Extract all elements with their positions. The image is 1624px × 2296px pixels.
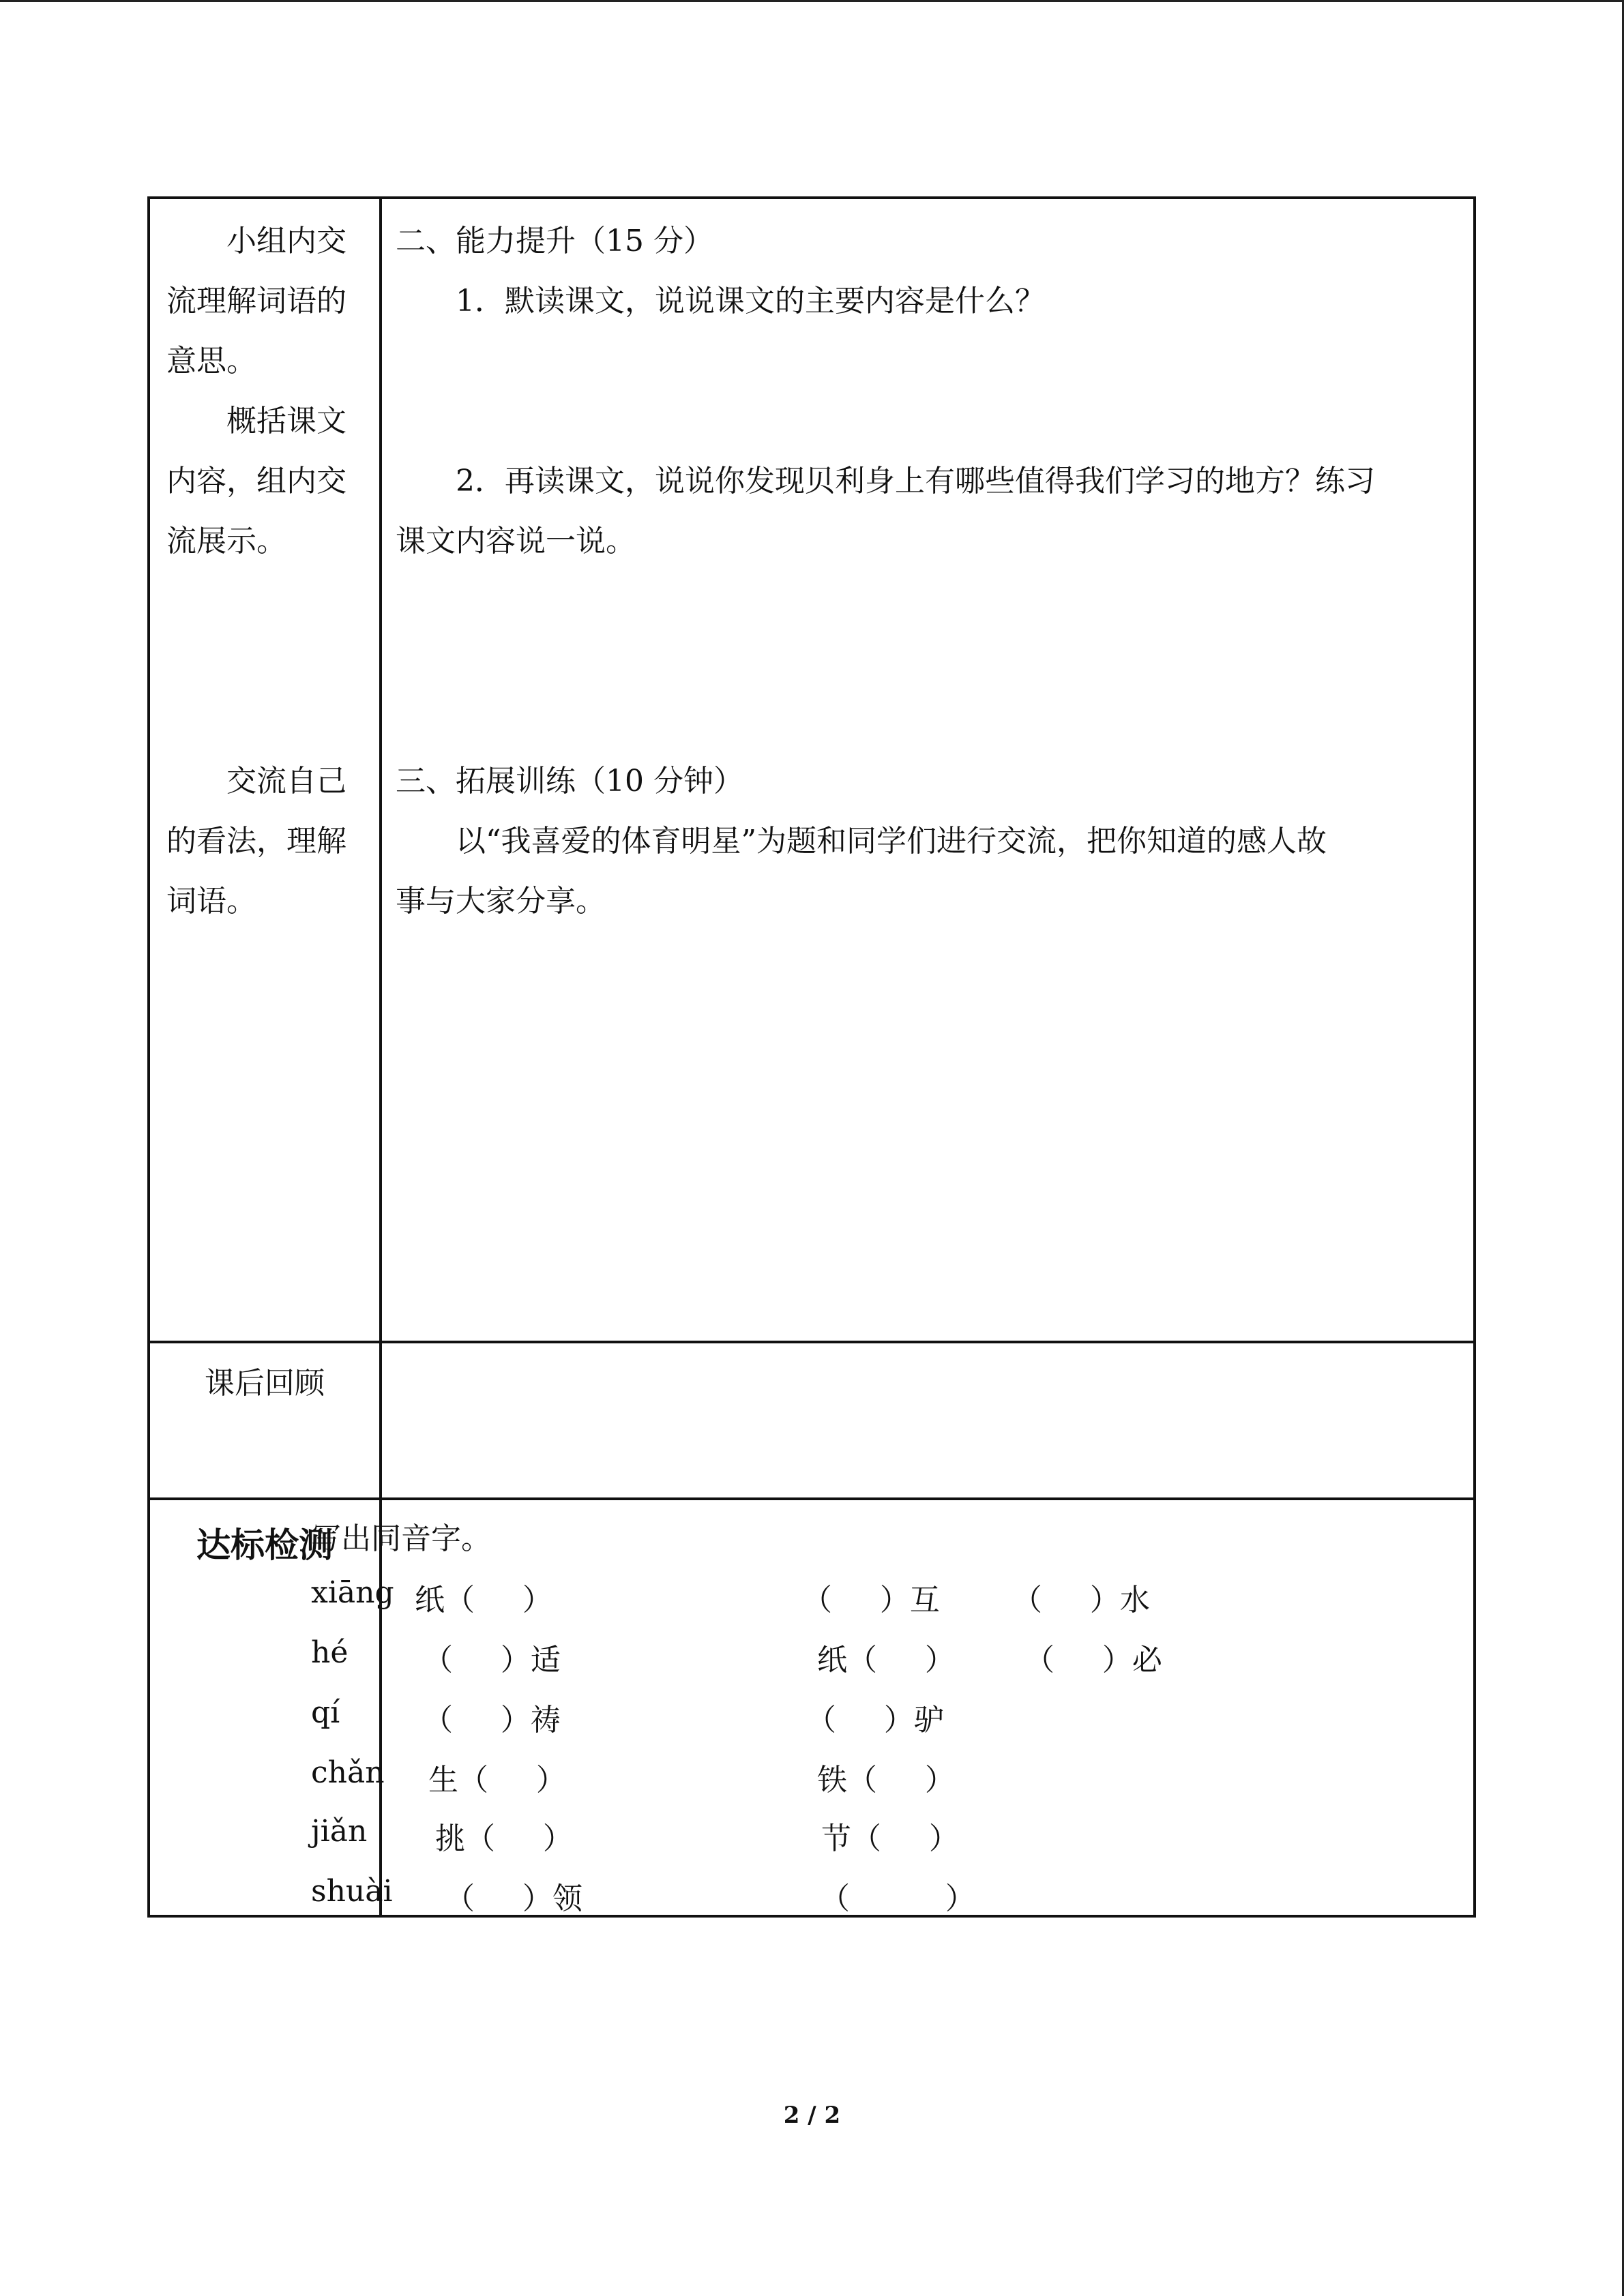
blank-item: 挑（ ） <box>435 1821 573 1856</box>
activity-note-1 <box>166 211 371 391</box>
blank-item: 铁（ ） <box>817 1763 955 1798</box>
extension-body-line: 事与大家分享。 <box>396 884 606 919</box>
pinyin: chǎn <box>311 1755 385 1790</box>
pinyin: jiǎn <box>311 1814 368 1849</box>
activity-note-line: 内容，组内交 <box>166 464 346 498</box>
activity-note-line: 流理解词语的 <box>166 284 346 318</box>
row-divider-review <box>150 1341 1473 1343</box>
check-label: 达标检测 <box>196 1525 333 1565</box>
page-top-edge <box>0 0 1624 2</box>
question-2-line: 2．再读课文，说说你发现贝利身上有哪些值得我们学习的地方？练习 <box>456 464 1375 498</box>
pinyin: qí <box>311 1695 340 1730</box>
activity-note-2 <box>166 391 371 571</box>
blank-item: 纸（ ） <box>415 1583 552 1617</box>
activity-note-3 <box>166 751 371 931</box>
review-label: 课后回顾 <box>205 1366 325 1401</box>
blank-item: 节（ ） <box>821 1821 959 1856</box>
activity-note-line: 交流自己 <box>226 764 346 799</box>
homophone-row <box>311 1575 1402 1635</box>
activity-note-line: 词语。 <box>166 884 256 919</box>
page-number: 2 / 2 <box>783 2102 841 2129</box>
blank-item: （ ）水 <box>1012 1583 1150 1617</box>
activity-note-line: 概括课文 <box>226 404 346 438</box>
section-title: 二、能力提升（15 分） <box>396 224 713 258</box>
blank-item: （ ）适 <box>423 1643 561 1678</box>
blank-item: （ ） <box>820 1881 975 1916</box>
question-2 <box>396 451 1460 571</box>
homophone-row <box>311 1814 1402 1874</box>
pinyin: shuài <box>311 1874 393 1909</box>
pinyin: hé <box>311 1635 349 1670</box>
activity-note-line: 流展示。 <box>166 524 286 558</box>
section-title: 三、拓展训练（10 分钟） <box>396 764 743 799</box>
section-extension <box>396 751 1460 931</box>
homophone-row <box>311 1755 1402 1815</box>
activity-note-line: 意思。 <box>166 344 256 378</box>
row-divider-check <box>150 1497 1473 1500</box>
homophone-row <box>311 1695 1402 1755</box>
blank-item: （ ）必 <box>1024 1643 1162 1678</box>
section-ability <box>396 211 1460 331</box>
blank-item: （ ）领 <box>445 1881 582 1916</box>
activity-note-line: 小组内交 <box>226 224 346 258</box>
activity-note-line: 的看法，理解 <box>166 824 346 859</box>
blank-item: （ ）祷 <box>423 1703 561 1738</box>
blank-item: 生（ ） <box>428 1763 566 1798</box>
blank-item: （ ）互 <box>802 1583 940 1617</box>
blank-item: （ ）驴 <box>806 1703 944 1738</box>
homophone-row <box>311 1874 1402 1934</box>
check-instruction: 写出同音字。 <box>311 1521 491 1556</box>
extension-body-line: 以“我喜爱的体育明星”为题和同学们进行交流，把你知道的感人故 <box>456 824 1327 859</box>
blank-item: 纸（ ） <box>817 1643 955 1678</box>
homophone-row <box>311 1635 1402 1695</box>
question-1: 1．默读课文，说说课文的主要内容是什么？ <box>456 284 1045 318</box>
pinyin: xiāng <box>311 1575 394 1610</box>
question-2-line: 课文内容说一说。 <box>396 524 636 558</box>
